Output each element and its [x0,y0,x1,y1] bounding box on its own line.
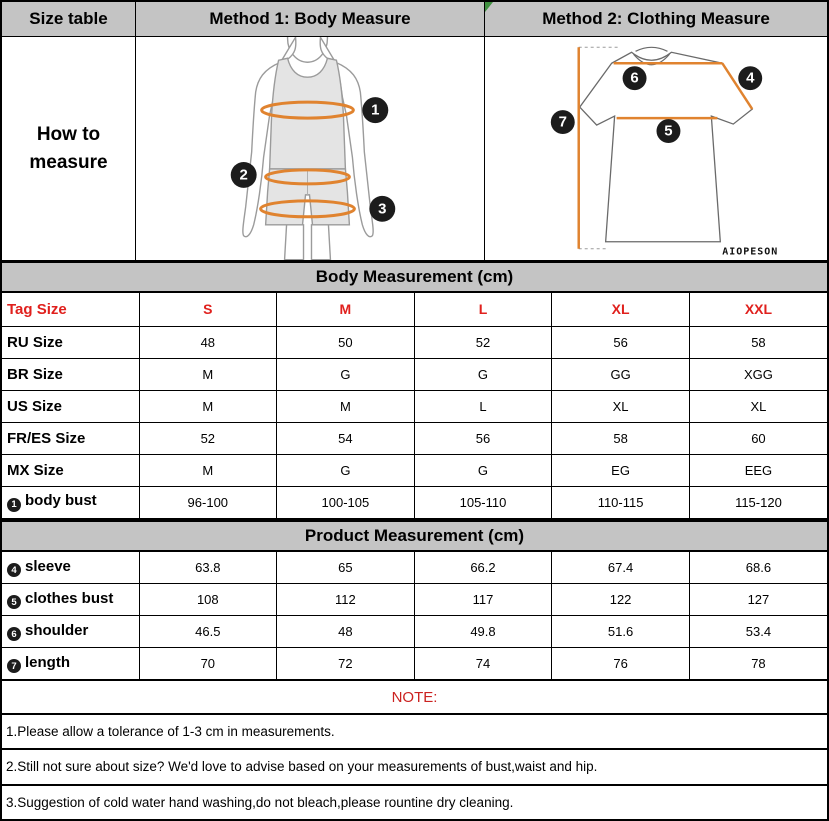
row-label-cell [2,552,139,584]
shirt-marker-6: 6 [630,69,639,87]
value-cell: 58 [552,422,690,454]
value-cell: 117 [414,584,552,616]
size-col-header: L [414,293,552,326]
value-cell: G [414,358,552,390]
value-cell: 48 [277,616,415,648]
value-cell: 56 [414,422,552,454]
row-label-cell [2,358,139,390]
value-cell: XGG [689,358,827,390]
size-table-header-cell: Size table [2,2,136,36]
row-label: body bust [25,492,97,510]
size-col-header: XXL [689,293,827,326]
row-label: FR/ES Size [7,429,86,447]
marker-badge: 5 [7,595,21,609]
method2-header-cell [485,2,827,36]
product-measurement-title: Product Measurement (cm) [2,519,827,552]
marker-badge: 1 [7,498,21,512]
notes-list [2,713,827,819]
value-cell: M [139,390,277,422]
how-to-measure-label [2,37,136,260]
measurement-row [2,358,827,390]
value-cell: 110-115 [552,486,690,518]
method2-header-label: Method 2: Clothing Measure [542,9,770,28]
value-cell: 70 [139,648,277,680]
row-label-cell [2,454,139,486]
value-cell: 52 [139,422,277,454]
value-cell: 63.8 [139,552,277,584]
value-cell: GG [552,358,690,390]
row-label: BR Size [7,365,63,383]
product-measurement-rows [2,552,827,680]
tag-size-row [2,293,827,326]
row-label: shoulder [25,621,89,639]
body-measurement-title: Body Measurement (cm) [2,260,827,293]
marker-badge: 4 [7,563,21,577]
value-cell: L [414,390,552,422]
row-label: clothes bust [25,589,114,607]
value-cell: 115-120 [689,486,827,518]
value-cell: 72 [277,648,415,680]
value-cell: XL [689,390,827,422]
value-cell: 48 [139,326,277,358]
value-cell: G [414,454,552,486]
value-cell: 52 [414,326,552,358]
value-cell: G [277,358,415,390]
value-cell: 67.4 [552,552,690,584]
value-cell: 49.8 [414,616,552,648]
row-label: RU Size [7,333,63,351]
value-cell: 78 [689,648,827,680]
row-label-cell [2,422,139,454]
marker-badge: 6 [7,627,21,641]
row-label-cell [2,584,139,616]
measurement-row [2,422,827,454]
note-title: NOTE: [2,680,827,713]
body-measure-illustration [136,37,485,260]
value-cell: 58 [689,326,827,358]
value-cell: 50 [277,326,415,358]
how-to-measure-row [2,37,827,260]
top-header-row [2,2,827,37]
value-cell: 54 [277,422,415,454]
value-cell: 96-100 [139,486,277,518]
measurement-row [2,584,827,616]
marker-badge: 7 [7,659,21,673]
note-item-2: 2.Still not sure about size? We'd love to advise based on your measurements of bust,waist and hip. [2,748,827,783]
body-measurement-rows [2,326,827,518]
value-cell: EG [552,454,690,486]
value-cell: 76 [552,648,690,680]
size-col-header: M [277,293,415,326]
value-cell: 68.6 [689,552,827,584]
measurement-row [2,326,827,358]
row-label: length [25,653,70,671]
row-label: US Size [7,397,63,415]
value-cell: 105-110 [414,486,552,518]
body-measurement-table [2,293,827,519]
brand-text: AIOPESON [722,246,779,258]
shirt-marker-4: 4 [746,69,755,87]
row-label-cell [2,326,139,358]
value-cell: 74 [414,648,552,680]
shirt-marker-7: 7 [558,113,567,131]
value-cell: 53.4 [689,616,827,648]
measurement-row [2,390,827,422]
value-cell: 122 [552,584,690,616]
value-cell: XL [552,390,690,422]
measurement-row [2,486,827,518]
value-cell: 51.6 [552,616,690,648]
shirt-marker-5: 5 [664,122,673,140]
value-cell: 108 [139,584,277,616]
value-cell: 65 [277,552,415,584]
value-cell: 112 [277,584,415,616]
value-cell: 56 [552,326,690,358]
row-label-cell [2,616,139,648]
body-marker-1: 1 [371,101,380,119]
method1-header-cell: Method 1: Body Measure [136,2,485,36]
value-cell: M [139,454,277,486]
value-cell: G [277,454,415,486]
value-cell: M [277,390,415,422]
value-cell: 100-105 [277,486,415,518]
value-cell: 60 [689,422,827,454]
tshirt-drawing [485,37,827,260]
measurement-row [2,552,827,584]
measurement-row [2,454,827,486]
body-marker-2: 2 [239,166,248,184]
size-col-header: S [139,293,277,326]
green-corner-marker-icon [485,2,493,12]
row-label: sleeve [25,557,71,575]
value-cell: 127 [689,584,827,616]
note-item-3: 3.Suggestion of cold water hand washing,do not bleach,please rountine dry cleaning. [2,784,827,819]
value-cell: 66.2 [414,552,552,584]
measurement-row [2,648,827,680]
product-measurement-table [2,552,827,681]
body-figure-drawing [136,37,484,260]
row-label-cell [2,648,139,680]
row-label-cell [2,486,139,518]
value-cell: EEG [689,454,827,486]
size-col-header: XL [552,293,690,326]
measurement-row [2,616,827,648]
how-to-line2: measure [29,151,108,173]
value-cell: 46.5 [139,616,277,648]
tag-size-label: Tag Size [2,293,139,326]
note-item-1: 1.Please allow a tolerance of 1-3 cm in measurements. [2,713,827,748]
row-label: MX Size [7,461,64,479]
clothing-measure-illustration [485,37,827,260]
body-marker-3: 3 [378,200,387,218]
value-cell: M [139,358,277,390]
row-label-cell [2,390,139,422]
how-to-line1: How to [36,123,101,145]
